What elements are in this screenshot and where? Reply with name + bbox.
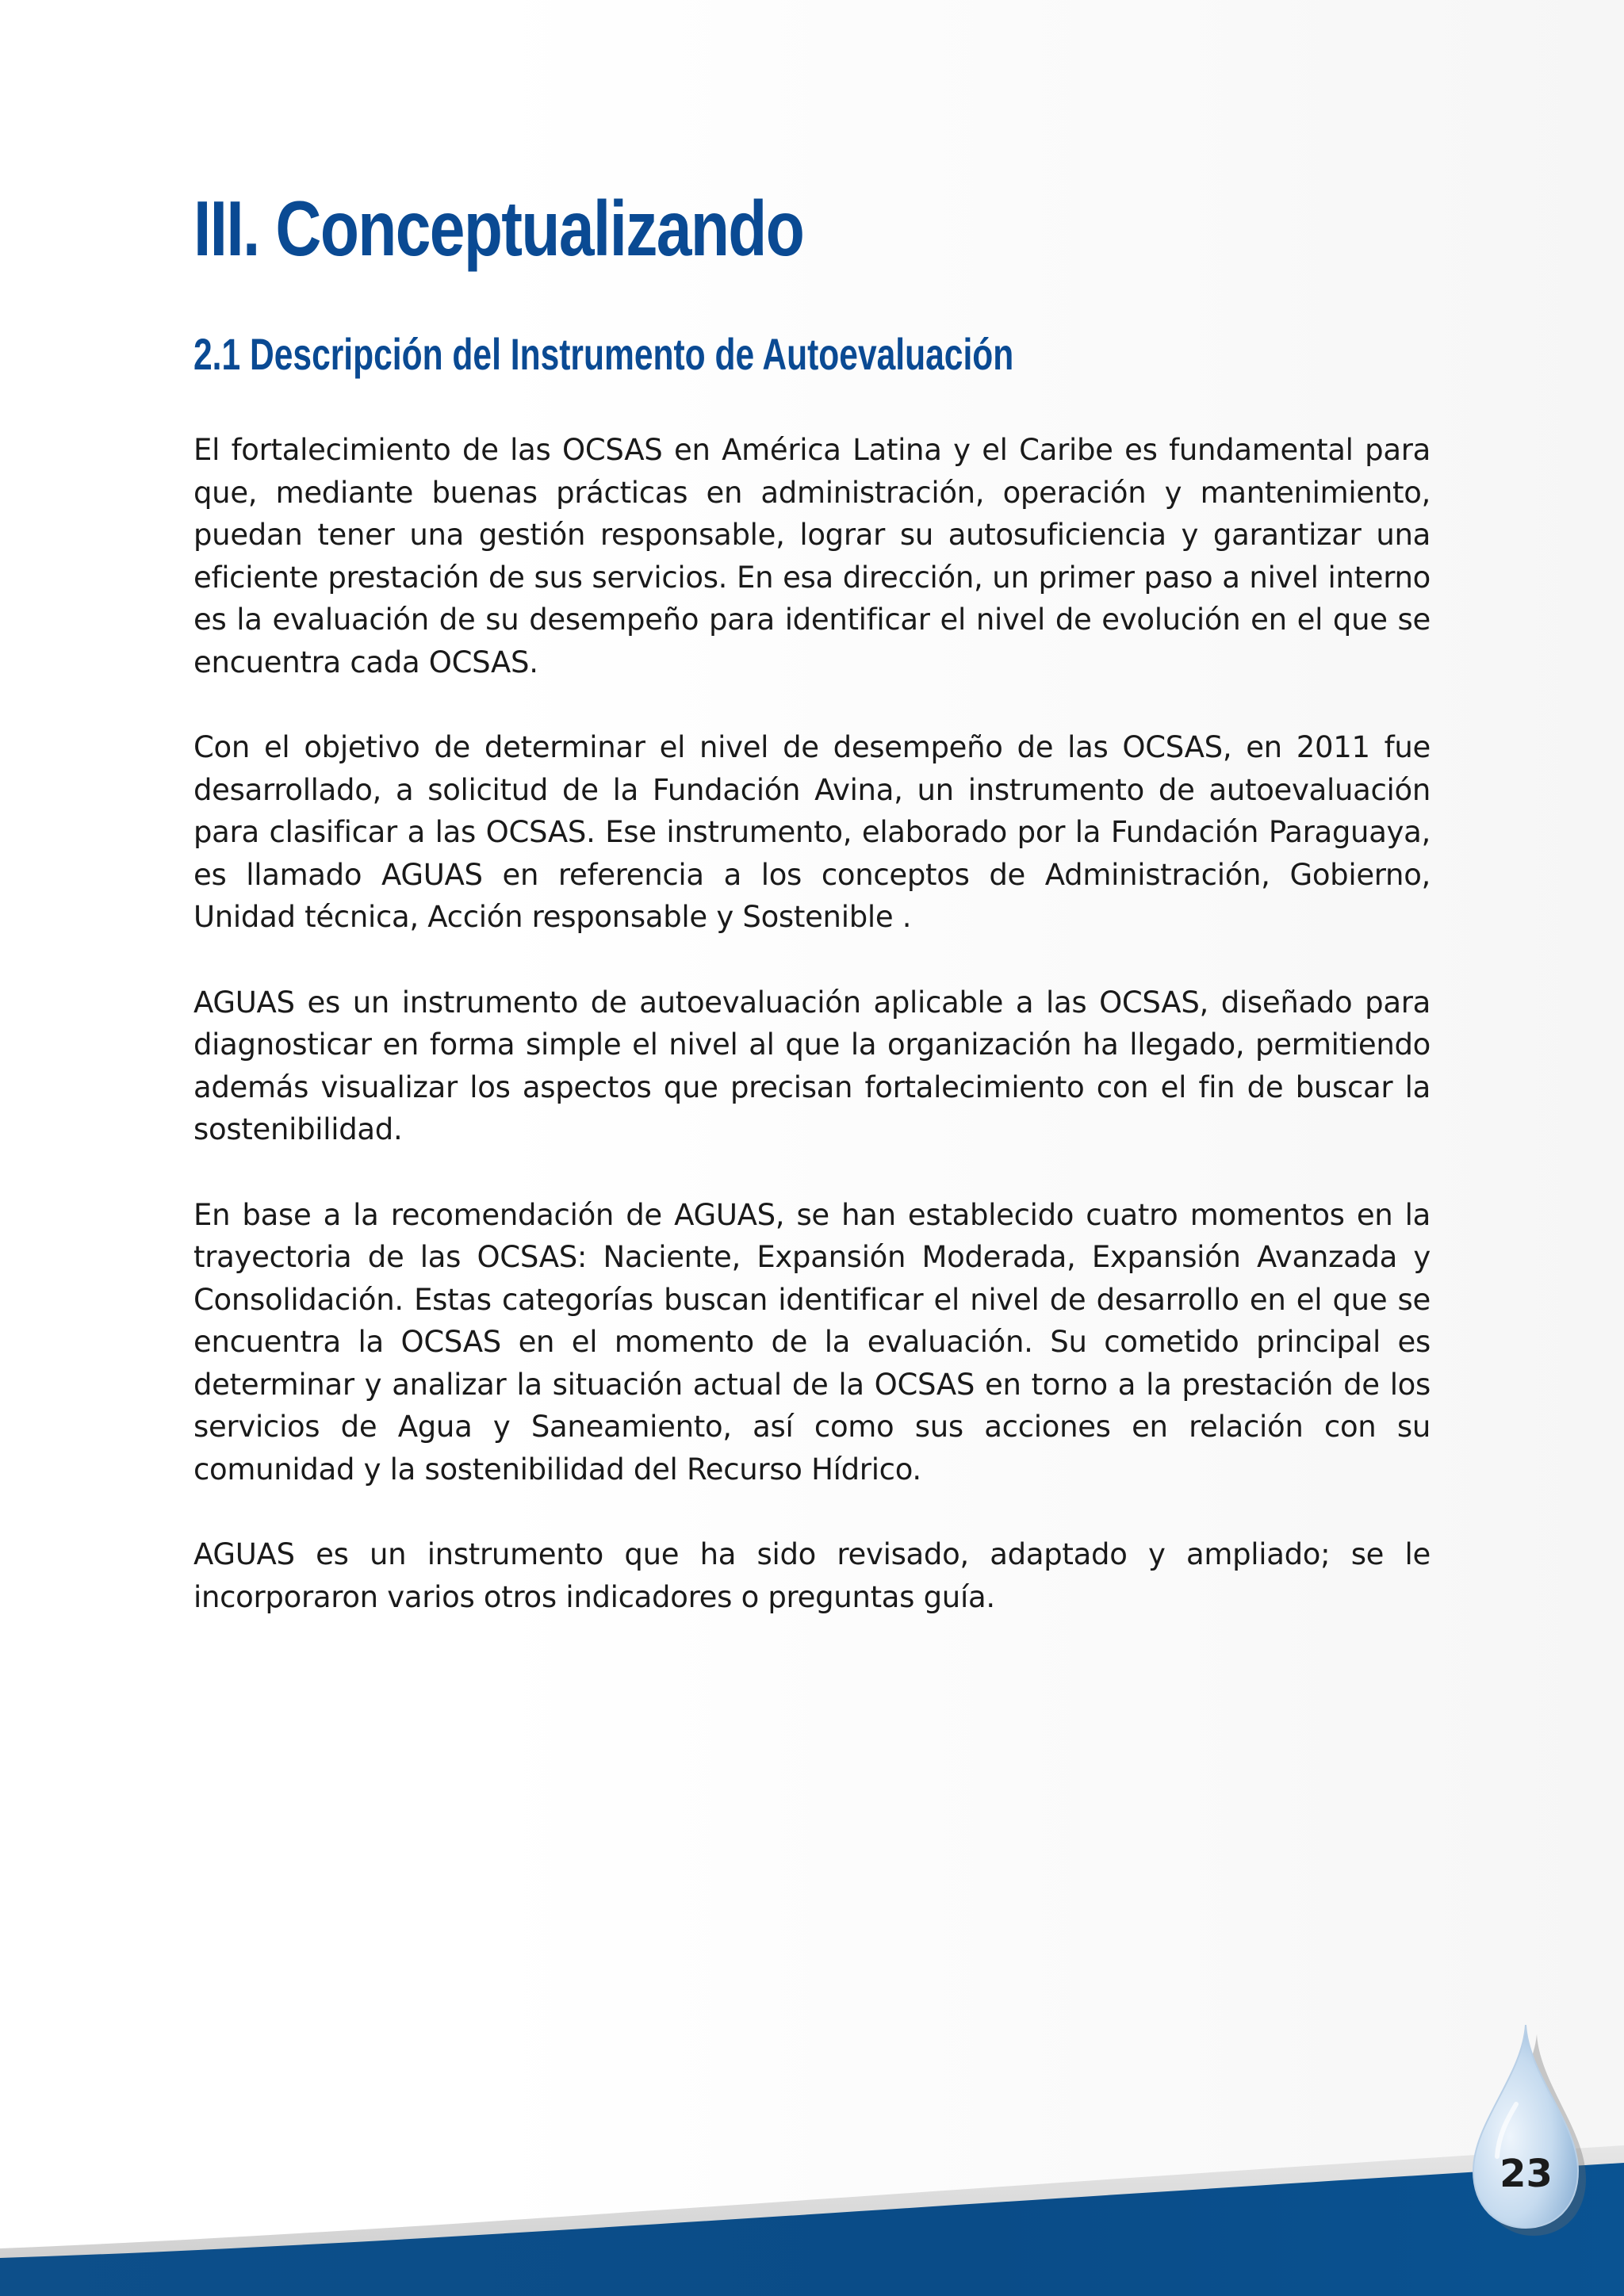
paragraph-1: El fortalecimiento de las OCSAS en América Latina y el Caribe es fundamental para que, mediante buenas prácticas en administración, operación y mantenimiento, puedan tener una gestión responsable, lograr su autosuficiencia y garantizar una eficiente prestación de sus servicios. En esa dirección, un primer paso a nivel interno es la evaluación de su desempeño para identificar el nivel de evolución en el que se encuentra cada OCSAS. <box>193 433 1431 679</box>
page-number: 23 <box>1500 2152 1553 2196</box>
section-title: 2.1 Descripción del Instrumento de Autoevaluación <box>193 329 1014 379</box>
body-text <box>193 429 1431 1661</box>
paragraph-5: AGUAS es un instrumento que ha sido revisado, adaptado y ampliado; se le incorporaron varios otros indicadores o preguntas guía. <box>193 1537 1431 1614</box>
paragraph-3: AGUAS es un instrumento de autoevaluación aplicable a las OCSAS, diseñado para diagnosticar en forma simple el nivel al que la organización ha llegado, permitiendo además visualizar los aspectos que precisan fortalecimiento con el fin de buscar la sostenibilidad. <box>193 985 1431 1146</box>
chapter-title: III. Conceptualizando <box>193 185 804 272</box>
paragraph-4: En base a la recomendación de AGUAS, se han establecido cuatro momentos en la trayectoria de las OCSAS: Naciente, Expansión Moderada, Expansión Avanzada y Consolidación. Estas categorías buscan identificar el nivel de desarrollo en el que se encuentra la OCSAS en el momento de la evaluación. Su cometido principal es determinar y analizar la situación actual de la OCSAS en torno a la prestación de los servicios de Agua y Saneamiento, así como sus acciones en relación con su comunidad y la sostenibilidad del Recurso Hídrico. <box>193 1197 1431 1487</box>
water-drop-icon <box>1461 2022 1595 2244</box>
paragraph-2: Con el objetivo de determinar el nivel de desempeño de las OCSAS, en 2011 fue desarrollado, a solicitud de la Fundación Avina, un instrumento de autoevaluación para clasificar a las OCSAS. Ese instrumento, elaborado por la Fundación Paraguaya, es llamado AGUAS en referencia a los conceptos de Administración, Gobierno, Unidad técnica, Acción responsable y Sostenible . <box>193 730 1431 934</box>
footer-wave-band <box>0 2114 1624 2296</box>
